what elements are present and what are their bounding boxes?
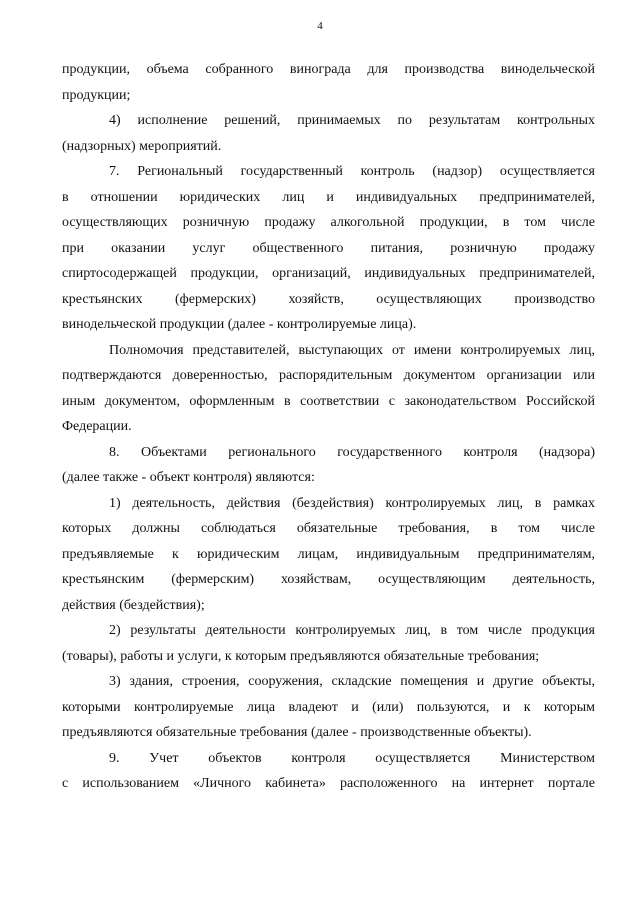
text-line: продукции, объема собранного винограда для производства винодельческой — [62, 62, 595, 77]
text-line: спиртосодержащей продукции, организаций, индивидуальных предпринимателей, — [62, 266, 595, 281]
text-line: иным документом, оформленным в соответствии с законодательством Российской — [62, 393, 595, 409]
text-line: 4) исполнение решений, принимаемых по результатам контрольных — [109, 113, 595, 128]
text-line: подтверждаются доверенностью, распорядительным документом организации или — [62, 368, 595, 383]
text-line: винодельческой продукции (далее - контролируемые лица). — [62, 317, 417, 332]
page-number: 4 — [317, 20, 323, 32]
text-line: 3) здания, строения, сооружения, складские помещения и другие объекты, — [109, 674, 595, 689]
text-line: 7. Региональный государственный контроль (надзор) осуществляется — [109, 164, 595, 179]
document-body — [62, 57, 595, 797]
text-line: которых должны соблюдаться обязательные требования, в том числе — [62, 521, 595, 536]
text-line: при оказании услуг общественного питания, розничную продажу — [62, 240, 595, 256]
text-line: крестьянским (фермерским) хозяйствам, осуществляющим деятельность, — [62, 572, 595, 587]
text-line: продукции; — [62, 87, 131, 103]
text-line: с использованием «Личного кабинета» расположенного на интернет портале — [62, 776, 595, 791]
text-line: (товары), работы и услуги, к которым предъявляются обязательные требования; — [62, 648, 540, 664]
text-line: крестьянских (фермерских) хозяйств, осуществляющих производство — [62, 291, 595, 307]
text-line: Полномочия представителей, выступающих от имени контролируемых лиц, — [109, 342, 595, 358]
text-line: действия (бездействия); — [62, 597, 205, 613]
text-line: (далее также - объект контроля) являются: — [62, 470, 315, 485]
text-line: 8. Объектами регионального государственного контроля (надзора) — [109, 444, 595, 460]
text-line: предъявляются обязательные требования (далее - производственные объекты). — [62, 725, 532, 740]
text-line: Федерации. — [62, 419, 132, 434]
text-line: предъявляемые к юридическим лицам, индивидуальным предпринимателям, — [62, 546, 595, 562]
text-line: 2) результаты деятельности контролируемых лиц, в том числе продукция — [109, 623, 595, 638]
text-line: которыми контролируемые лица владеют и (или) пользуются, и к которым — [62, 699, 595, 715]
text-line: (надзорных) мероприятий. — [62, 138, 222, 154]
text-line: в отношении юридических лиц и индивидуальных предпринимателей, — [62, 189, 595, 205]
text-line: 1) деятельность, действия (бездействия) контролируемых лиц, в рамках — [109, 495, 595, 511]
text-line: 9. Учет объектов контроля осуществляется Министерством — [109, 750, 595, 766]
text-line: осуществляющих розничную продажу алкогольной продукции, в том числе — [62, 215, 595, 230]
